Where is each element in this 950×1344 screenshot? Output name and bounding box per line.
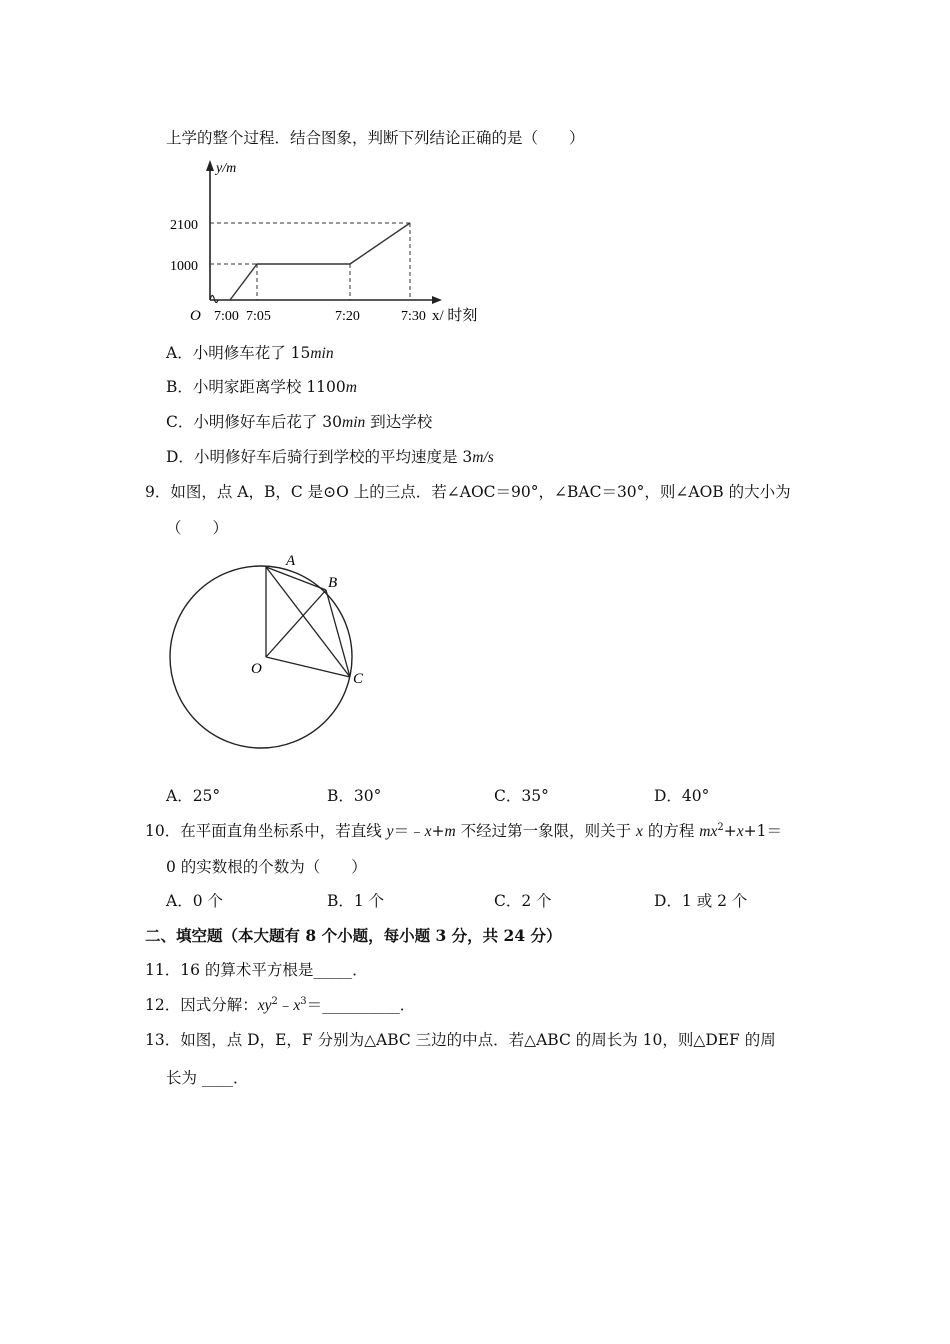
q11-blank: _____: [313, 961, 353, 979]
q12-blank: __________: [322, 996, 400, 1014]
x-tick-700: 7:00: [214, 309, 239, 324]
q9-option-a: A．25°: [166, 787, 221, 805]
label-a: A: [286, 553, 296, 569]
q8-option-b: B．小明家距离学校 1100m: [166, 378, 357, 396]
q8-stem: 上学的整个过程．结合图象，判断下列结论正确的是（ ）: [166, 129, 585, 147]
q8-option-c: C．小明修好车后花了 30min 到达学校: [166, 413, 433, 431]
x-axis-label: x/ 时刻: [432, 308, 478, 324]
q8-option-d: D．小明修好车后骑行到学校的平均速度是 3m/s: [166, 448, 494, 466]
segment-bc: [326, 590, 350, 677]
segment-ob: [266, 590, 326, 657]
q9-circle-figure: [160, 545, 380, 760]
q10-line2: 0 的实数根的个数为（ ）: [166, 858, 367, 876]
y-tick-2100: 2100: [170, 218, 198, 233]
q10-option-c: C．2 个: [494, 892, 552, 910]
circle-o: [170, 566, 352, 748]
label-o: O: [251, 661, 262, 677]
y-axis-arrow: [206, 160, 214, 171]
y-axis-label: y/m: [216, 161, 237, 176]
y-tick-1000: 1000: [170, 259, 198, 274]
q13-blank: ____: [201, 1069, 233, 1087]
q8-option-a: A．小明修车花了 15min: [166, 344, 334, 362]
x-axis-arrow: [432, 296, 442, 304]
q9-option-d: D．40°: [654, 787, 710, 805]
q8-distance-time-graph: [170, 150, 500, 330]
label-b: B: [328, 575, 338, 591]
x-tick-705: 7:05: [246, 309, 271, 324]
q9-line2: （ ）: [166, 519, 229, 537]
q13-line2: 长为 ____．: [166, 1069, 249, 1087]
q13-line1: 13．如图，点 D，E，F 分别为△ABC 三边的中点．若△ABC 的周长为 10，则△DEF 的周: [145, 1031, 776, 1049]
label-c: C: [353, 671, 364, 687]
axis-break-mark: [210, 295, 218, 302]
q10-option-a: A．0 个: [166, 892, 223, 910]
q11: 11．16 的算术平方根是_____．: [145, 961, 368, 979]
q9-option-b: B．30°: [327, 787, 382, 805]
origin-label: O: [190, 308, 201, 324]
x-tick-720: 7:20: [335, 309, 360, 324]
x-tick-730: 7:30: [401, 309, 426, 324]
q9-option-c: C．35°: [494, 787, 549, 805]
section2-title: 二、填空题（本大题有 8 个小题，每小题 3 分，共 24 分）: [145, 926, 562, 945]
q10-line1: 10．在平面直角坐标系中，若直线 y＝﹣x+m 不经过第一象限，则关于 x 的方程 $mx^2+x+1=$: [145, 821, 782, 840]
q9-line1: 9．如图，点 A，B，C 是⊙O 上的三点．若∠AOC＝90°，∠BAC＝30°，则∠AOB 的大小为: [145, 483, 791, 501]
q10-option-d: D．1 或 2 个: [654, 892, 748, 910]
q10-option-b: B．1 个: [327, 892, 385, 910]
q12: 12．因式分解：$xy^2﹣x^3=\_\_\_\_\_\_\_\_\_\_$．: [145, 995, 416, 1014]
